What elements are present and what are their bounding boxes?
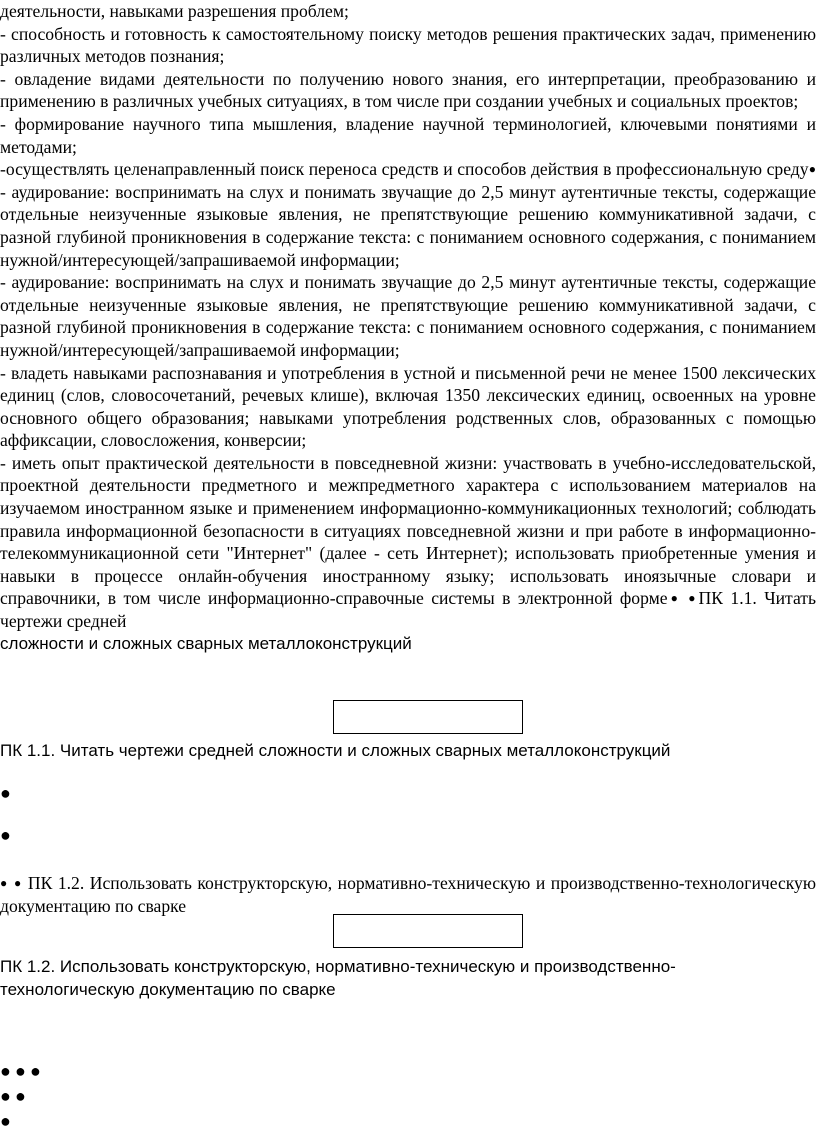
paragraph-7b: ПК 1.1. Читать чертежи средней [0, 588, 816, 632]
empty-box-1 [333, 700, 523, 734]
pk-1-1-heading: ПК 1.1. Читать чертежи средней сложности и сложных сварных металлоконструкций [0, 741, 671, 760]
bullet-icon: ● [0, 1086, 11, 1106]
line-1: деятельности, навыками разрешения проблем; [0, 1, 349, 21]
bullet-icon: ● [15, 1061, 26, 1081]
bullet-icon: ● [0, 1111, 11, 1131]
paragraph-5: - аудирование: воспринимать на слух и понимать звучащие до 2,5 минут аутентичные тексты, содержащие отдельные неизученные языковые явления, не препятствующие решению коммуникативной задачи, с разной глубиной проникновения в содержание текста: с пониманием основного содержания, с пониманием нужной/интересующей/запрашиваемой информации; [0, 272, 816, 360]
paragraph-7a: - иметь опыт практической деятельности в повседневной жизни: участвовать в учебно-исследовательской, проектной деятельности предметного и межпредметного характера с использованием материалов на изучаемом иностранном языке и применением информационно-коммуникационных технологий; соблюдать правила информационной безопасности в ситуациях повседневной жизни и при работе в информационно-телекоммуникационной сети "Интернет" (далее - сеть Интернет); использовать приобретенные умения и навыки в процессе онлайн-обучения иностранному языку; использовать иноязычные словари и справочники, в том числе информационно-справочные системы в электронной форме [0, 452, 816, 609]
paragraph-4a: -осуществлять целенаправленный поиск переноса средств и способов действия в профессиональную среду [0, 159, 809, 180]
bullet-icon: ● [13, 876, 23, 890]
bullet-icon: ● [808, 162, 816, 177]
paragraph-6: - владеть навыками распознавания и употребления в устной и письменной речи не менее 1500 лексических единиц (слов, словосочетаний, речевых клише), включая 1350 лексических единиц, освоенных на уровне основного общего образования; навыками употребления родственных слов, образованных с помощью аффиксации, словосложения, конверсии; [0, 362, 816, 451]
paragraph-3: - формирование научного типа мышления, владение научной терминологией, ключевыми понятиями и методами; [0, 113, 816, 157]
paragraph-1: - способность и готовность к самостоятельному поиску методов решения практических задач, применению различных методов познания; [0, 23, 816, 67]
bullet-icon: ● [0, 825, 11, 845]
pk-1-2-text: ПК 1.2. Использовать конструкторскую, нормативно-техническую и производственно-технологическую документацию по сварке [0, 873, 816, 916]
paragraph-7c: сложности и сложных сварных металлоконструкций [0, 633, 412, 653]
empty-box-2 [333, 914, 523, 948]
bullet-icon: ● [0, 1061, 11, 1081]
paragraph-2: - овладение видами деятельности по получению нового знания, его интерпретации, преобразованию и применению в различных учебных ситуациях, в том числе при создании учебных и социальных проектов; [0, 68, 816, 112]
bullet-icon: ● [667, 591, 681, 606]
bullet-icon: ● [0, 876, 9, 890]
paragraph-4b: - аудирование: воспринимать на слух и понимать звучащие до 2,5 минут аутентичные тексты, содержащие отдельные неизученные языковые явления, не препятствующие решению коммуникативной задачи, с разной глубиной проникновения в содержание текста: с пониманием основного содержания, с пониманием нужной/интересующей/запрашиваемой информации; [0, 181, 816, 270]
bullet-icon: ● [15, 1086, 26, 1106]
paragraph-4 [0, 158, 816, 271]
paragraph-7 [0, 452, 816, 633]
pk-1-2-block [0, 872, 816, 917]
pk-1-2-heading: ПК 1.2. Использовать конструкторскую, нормативно-техническую и производственно-технологическую документацию по сварке [0, 957, 676, 999]
bullet-icon: ● [688, 591, 699, 606]
bullet-icon: ● [30, 1061, 41, 1081]
bullet-icon: ● [0, 783, 11, 803]
